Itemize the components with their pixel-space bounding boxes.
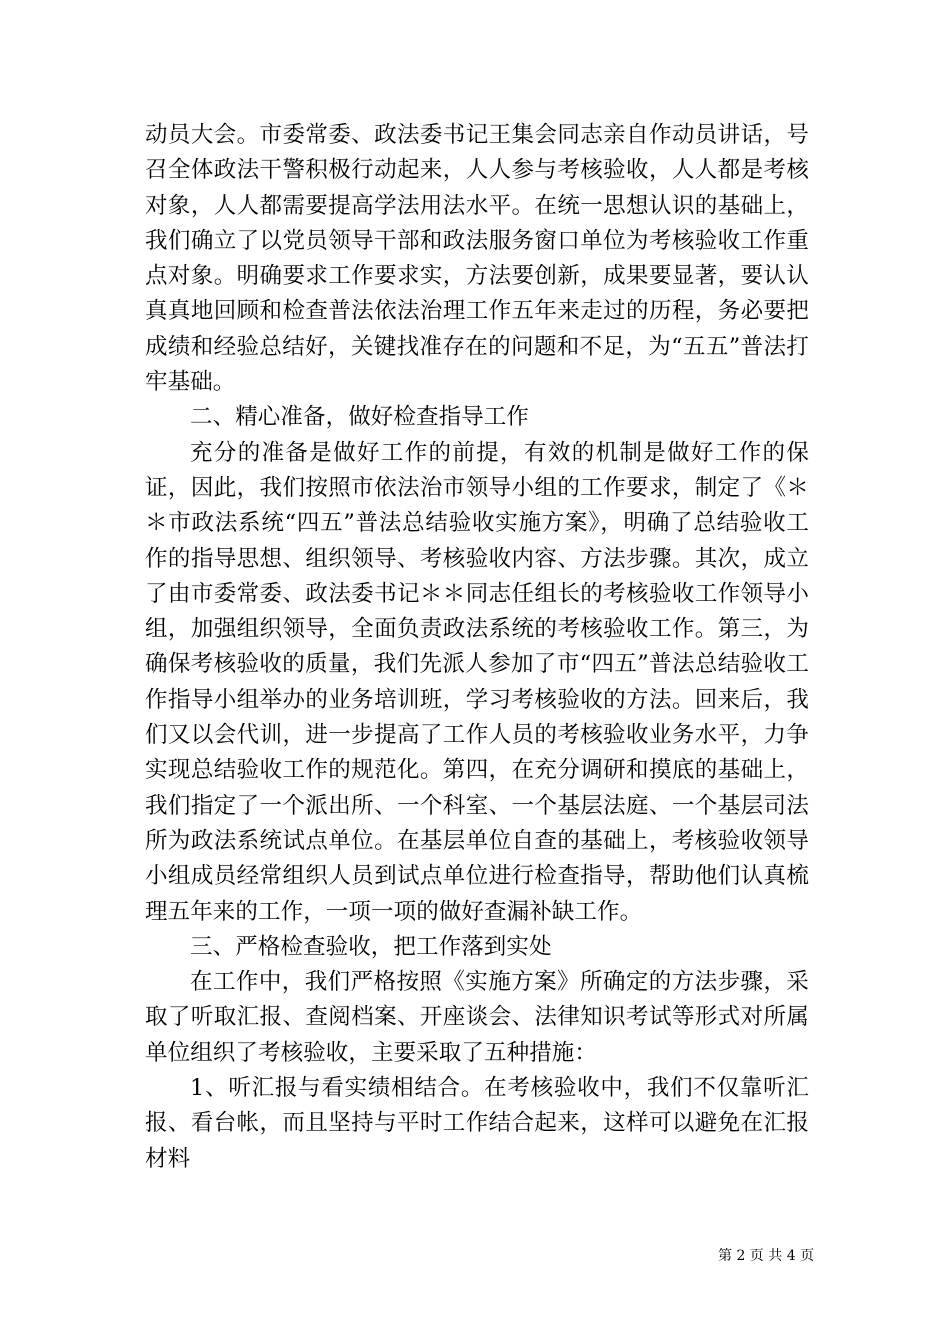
page-number-footer: 第 2 页 共 4 页 [718, 1248, 815, 1264]
document-body [145, 118, 809, 1177]
paragraph-measure-one: 1、听汇报与看实绩相结合。在考核验收中，我们不仅靠听汇报、看台帐，而且坚持与平时工作结合起来，这样可以避免在汇报材料 [145, 1075, 809, 1172]
paragraph-mobilization: 动员大会。市委常委、政法委书记王集会同志亲自作动员讲话，号召全体政法干警积极行动起来，人人参与考核验收，人人都是考核对象，人人都需要提高学法用法水平。在统一思想认识的基础上，我们确立了以党员领导干部和政法服务窗口单位为考核验收工作重点对象。明确要求工作要求实，方法要创新，成果要显著，要认认真真地回顾和检查普法依法治理工作五年来走过的历程，务必要把成绩和经验总结好，关键找准存在的问题和不足，为“五五”普法打牢基础。 [145, 122, 809, 396]
heading-section-three: 三、严格检查验收，把工作落到实处 [190, 933, 552, 960]
paragraph-preparation: 充分的准备是做好工作的前提，有效的机制是做好工作的保证，因此，我们按照市依法治市领导小组的工作要求，制定了《＊＊市政法系统“四五”普法总结验收实施方案》，明确了总结验收工作的指导思想、组织领导、考核验收内容、方法步骤。其次，成立了由市委常委、政法委书记＊＊同志任组长的考核验收工作领导小组，加强组织领导，全面负责政法系统的考核验收工作。第三，为确保考核验收的质量，我们先派人参加了市“四五”普法总结验收工作指导小组举办的业务培训班，学习考核验收的方法。回来后，我们又以会代训，进一步提高了工作人员的考核验收业务水平，力争实现总结验收工作的规范化。第四，在充分调研和摸底的基础上，我们指定了一个派出所、一个科室、一个基层法庭、一个基层司法所为政法系统试点单位。在基层单位自查的基础上，考核验收领导小组成员经常组织人员到试点单位进行检查指导，帮助他们认真梳理五年来的工作，一项一项的做好查漏补缺工作。 [145, 439, 809, 925]
paragraph-inspection: 在工作中，我们严格按照《实施方案》所确定的方法步骤，采取了听取汇报、查阅档案、开座谈会、法律知识考试等形式对所属单位组织了考核验收，主要采取了五种措施： [145, 969, 809, 1066]
heading-section-two: 二、精心准备，做好检查指导工作 [190, 404, 530, 431]
